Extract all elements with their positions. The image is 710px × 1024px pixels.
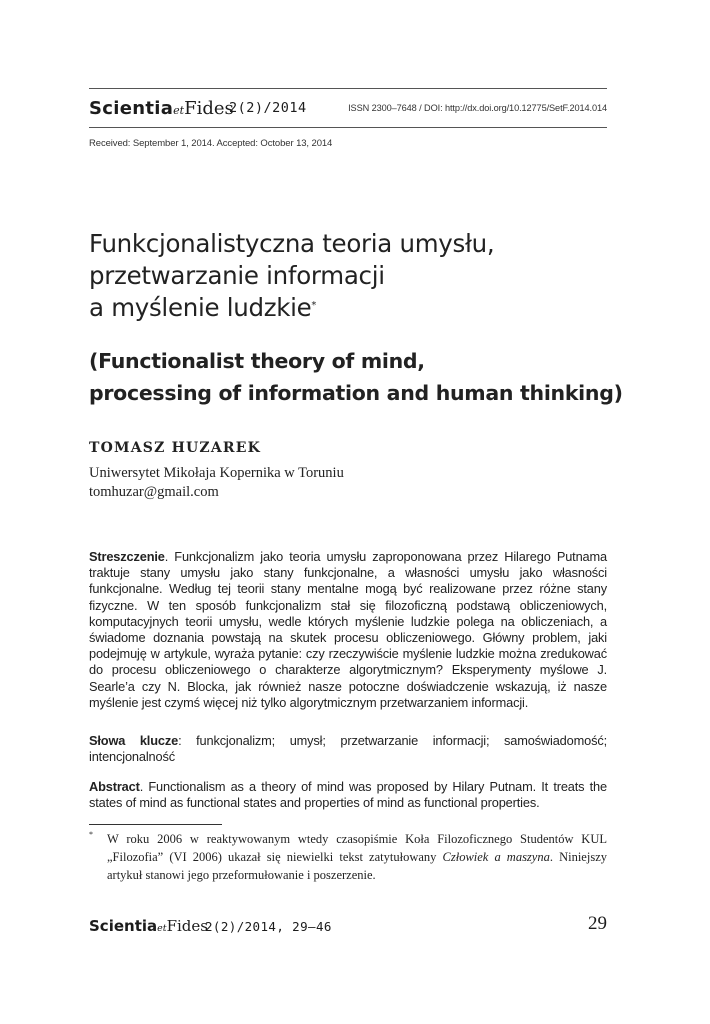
author-name: TOMASZ HUZAREK: [89, 440, 261, 456]
journal-header: [89, 98, 607, 120]
received-dates: Received: September 1, 2014. Accepted: October 13, 2014: [89, 138, 333, 149]
journal-logo: ScientiaetFides: [89, 98, 234, 119]
keywords-label: Słowa klucze: [89, 733, 179, 748]
article-title: Funkcjonalistyczna teoria umysłu, przetwarzanie informacji a myślenie ludzkie*: [89, 229, 495, 322]
footnote-rule: [89, 824, 222, 825]
journal-issue: 2(2)/2014: [229, 100, 307, 116]
page-number: 29: [588, 913, 607, 934]
abstract-label: Abstract: [89, 779, 140, 794]
footer-issue-pages: 2(2)/2014, 29–46: [205, 919, 332, 934]
keywords-paragraph: Słowa klucze: funkcjonalizm; umysł; przetwarzanie informacji; samoświadomość; intencjonalność: [89, 733, 607, 765]
article-subtitle: (Functionalist theory of mind, processing of information and human thinking): [89, 349, 623, 405]
streszczenie-paragraph: Streszczenie. Funkcjonalizm jako teoria umysłu zaproponowana przez Hilarego Putnama traktuje stany umysłu jako stany funkcjonalne, a własności umysłu jako własności funkcjonalne. Według tej teorii stany mentalne mogą być realizowane przez różne stany fizyczne. W ten sposób funkcjonalizm stał się filozoficzną podstawą obliczeniowych, komputacyjnych teorii umysłu, wedle których myślenie ludzkie polega na obliczeniach, a świadome doznania powstają na skutek procesu obliczeniowego. Główny problem, jaki podejmuję w artykule, wyraża pytanie: czy rzeczywiście myślenie ludzkie można zredukować do procesu obliczeniowego o charakterze algorytmicznym? Eksperymenty myślowe J. Searle’a czy N. Blocka, jak również nasze potoczne doświadczenie wskazują, iż nasze myślenie jest czymś więcej niż tylko algorytmicznym przetwarzaniem informacji.: [89, 549, 607, 710]
abstract-paragraph: Abstract. Functionalism as a theory of mind was proposed by Hilary Putnam. It treats the states of mind as functional states and properties of mind as functional properties.: [89, 779, 607, 811]
title-footnote-marker: *: [311, 300, 317, 311]
footnote: W roku 2006 w reaktywowanym wtedy czasopiśmie Koła Filozoficznego Studentów KUL „Filozofia” (VI 2006) ukazał się niewielki tekst zatytułowany Człowiek a maszyna. Niniejszy artykuł stanowi jego przeformułowanie i poszerzenie.: [107, 832, 607, 882]
top-rule: [89, 88, 607, 89]
author-affiliation: Uniwersytet Mikołaja Kopernika w Toruniu: [89, 465, 344, 481]
streszczenie-label: Streszczenie: [89, 549, 165, 564]
issn-doi: ISSN 2300–7648 / DOI: http://dx.doi.org/10.12775/SetF.2014.014: [348, 103, 607, 113]
page-footer: [89, 913, 607, 941]
author-email: tomhuzar@gmail.com: [89, 484, 219, 500]
footnote-marker: *: [89, 830, 93, 839]
footer-journal-logo: ScientiaetFides: [89, 917, 208, 935]
header-rule: [89, 127, 607, 128]
